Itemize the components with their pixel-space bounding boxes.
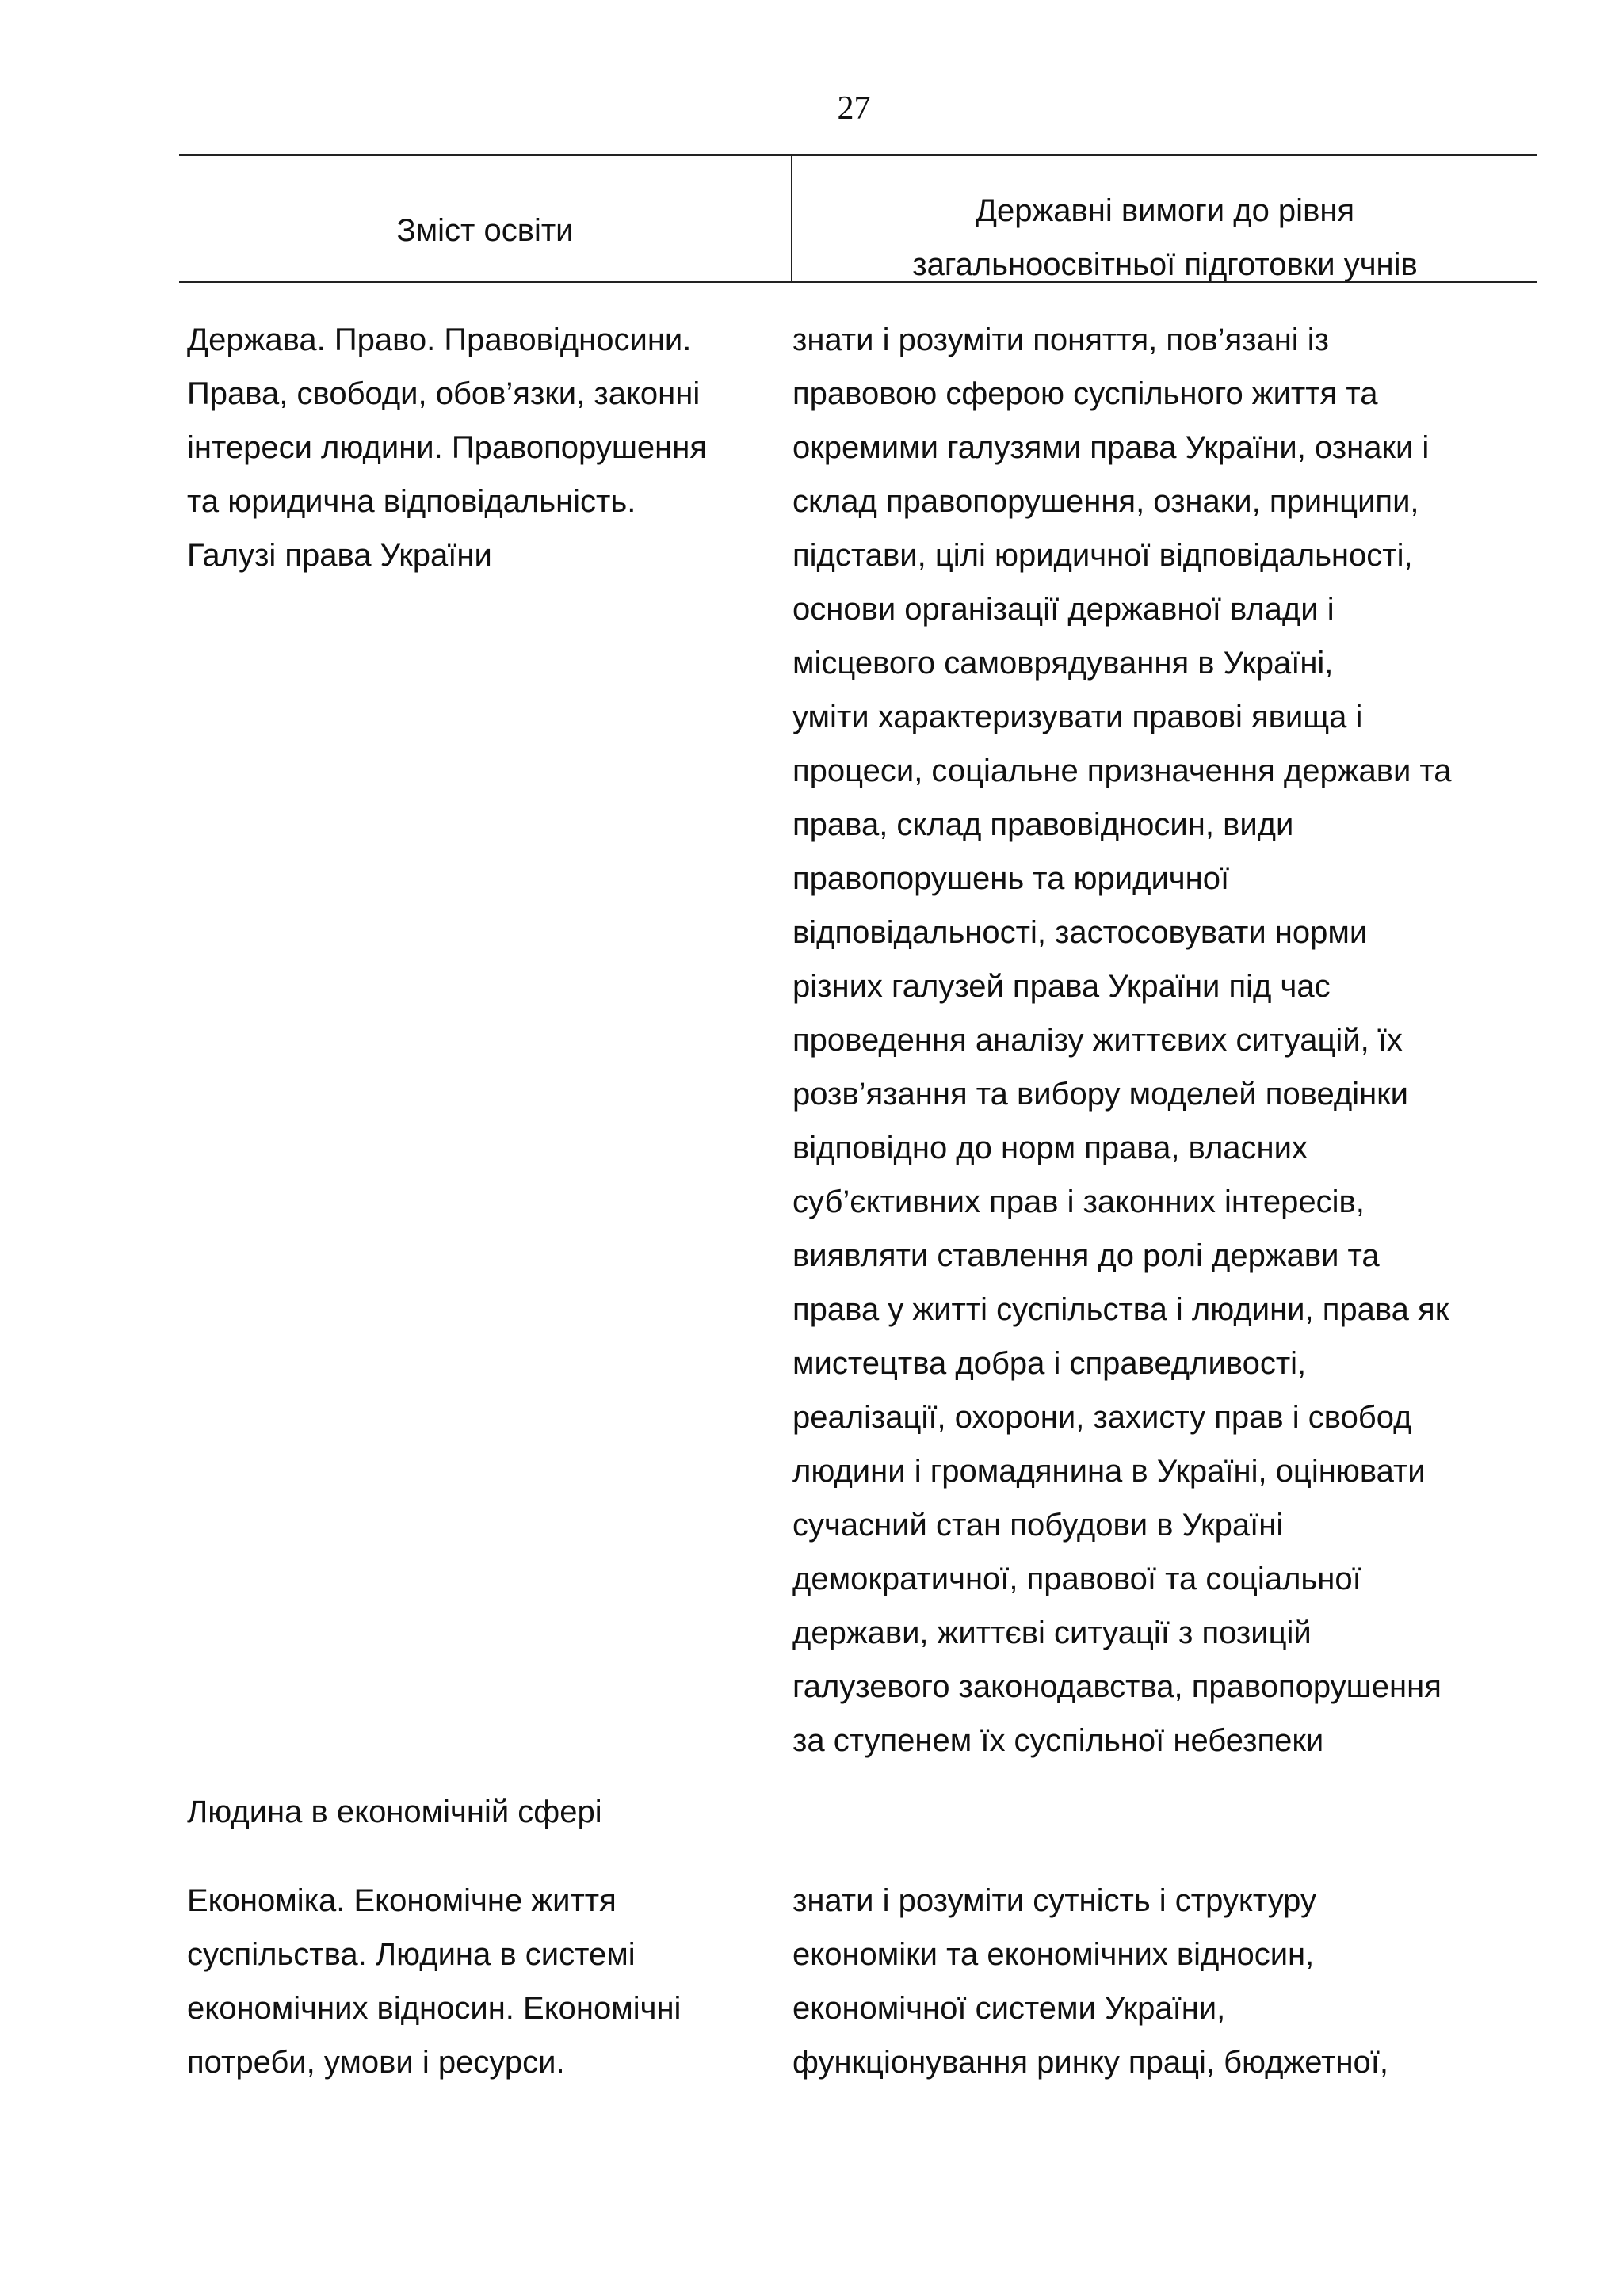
text-line: склад правопорушення, ознаки, принципи,: [792, 484, 1419, 519]
text-line: Права, свободи, обов’язки, законні: [187, 376, 701, 411]
text-line: Людина в економічній сфері: [187, 1794, 602, 1829]
header-requirements-line: загальноосвітньої підготовки учнів: [912, 247, 1418, 282]
section-heading: [187, 1785, 789, 1839]
text-line: основи організації державної влади і: [792, 592, 1335, 627]
text-line: Держава. Право. Правовідносини.: [187, 322, 692, 357]
text-line: суб’єктивних прав і законних інтересів,: [792, 1184, 1365, 1219]
text-line: уміти характеризувати правові явища і: [792, 700, 1363, 734]
text-line: та юридична відповідальність.: [187, 484, 636, 519]
text-line: функціонування ринку праці, бюджетної,: [792, 2045, 1389, 2080]
text-line: сучасний стан побудови в Україні: [792, 1508, 1284, 1543]
header-requirements-line: Державні вимоги до рівня: [975, 193, 1355, 228]
text-line: економіки та економічних відносин,: [792, 1937, 1315, 1972]
text-line: суспільства. Людина в системі: [187, 1937, 636, 1972]
text-line: окремими галузями права України, ознаки і: [792, 430, 1430, 465]
text-line: процеси, соціальне призначення держави та: [792, 753, 1452, 788]
text-line: підстави, цілі юридичної відповідальності,: [792, 538, 1413, 573]
text-line: правопорушень та юридичної: [792, 861, 1230, 896]
text-line: людини і громадянина в Україні, оцінювати: [792, 1454, 1426, 1489]
text-line: знати і розуміти поняття, пов’язані із: [792, 322, 1330, 357]
text-line: права у житті суспільства і людини, права як: [792, 1292, 1449, 1327]
text-line: демократичної, правової та соціальної: [792, 1562, 1361, 1596]
text-line: галузевого законодавства, правопорушення: [792, 1669, 1442, 1704]
text-line: відповідно до норм права, власних: [792, 1131, 1308, 1165]
text-line: різних галузей права України під час: [792, 969, 1331, 1004]
standards-table: [179, 154, 1537, 2080]
text-line: інтереси людини. Правопорушення: [187, 430, 708, 465]
header-requirements-column: [792, 184, 1537, 292]
text-line: Галузі права України: [187, 538, 492, 573]
page-number: 27: [837, 90, 871, 127]
header-content-column: Зміст освіти: [396, 213, 574, 248]
text-line: розв’язання та вибору моделей поведінки: [792, 1077, 1409, 1112]
table-header: [179, 154, 1537, 283]
text-line: економічної системи України,: [792, 1991, 1226, 2026]
text-line: за ступенем їх суспільної небезпеки: [792, 1723, 1324, 1758]
content-cell: [187, 313, 789, 582]
text-line: правовою сферою суспільного життя та: [792, 376, 1378, 411]
text-line: потреби, умови і ресурси.: [187, 2045, 565, 2080]
text-line: держави, життєві ситуації з позицій: [792, 1615, 1312, 1650]
text-line: виявляти ставлення до ролі держави та: [792, 1238, 1380, 1273]
requirements-cell: [792, 313, 1545, 1768]
text-line: місцевого самоврядування в Україні,: [792, 646, 1334, 681]
content-cell: [187, 1874, 789, 2089]
text-line: проведення аналізу життєвих ситуацій, їх: [792, 1023, 1403, 1058]
text-line: реалізації, охорони, захисту прав і свобод: [792, 1400, 1412, 1435]
text-line: права, склад правовідносин, види: [792, 807, 1294, 842]
text-line: Економіка. Економічне життя: [187, 1883, 617, 1918]
text-line: мистецтва добра і справедливості,: [792, 1346, 1307, 1381]
text-line: знати і розуміти сутність і структуру: [792, 1883, 1316, 1918]
requirements-cell: [792, 1874, 1545, 2089]
text-line: економічних відносин. Економічні: [187, 1991, 682, 2026]
text-line: відповідальності, застосовувати норми: [792, 915, 1368, 950]
